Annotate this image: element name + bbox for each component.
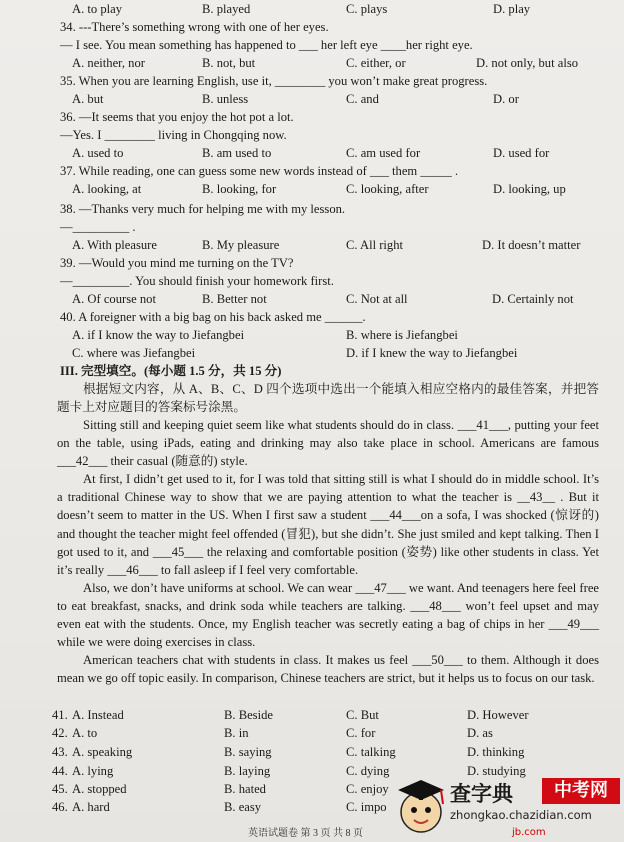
passage-paragraph-2: At first, I didn’t get used to it, for I was told that sitting still is what I should do in middle school. It’s a traditional Chinese way to show that we are paying attention to what the teacher is __43__ . But it doesn’t seem to matter in the US. When I first saw a student ___44___on a sofa, I was shocked (惊讶的) and thought the teacher might feel offended (冒犯), but she didn’t. She just smiled and kept talking. Then I got used to it, and ___45___ the relaxing and comfortable position (姿势) like other students in class. Yet it’s really ___46___ to fall asleep if I feel very comfortable. bbox=[57, 472, 599, 577]
option-d: D. thinking bbox=[467, 745, 525, 759]
q36-stem: 36. —It seems that you enjoy the hot pot a lot. bbox=[60, 110, 294, 124]
passage-paragraph-4: American teachers chat with students in class. It makes us feel ___50___ to them. Although it does mean we go off topic easily. In comparison, Chinese teachers are strict, but it helps us to focus on our task. bbox=[57, 653, 599, 686]
passage-paragraph-1: Sitting still and keeping quiet seem like what students should do in class. ___41___, putting your feet on the table, using iPads, eating and drinking may also take place in school. Americans are famous ___42___ their casual (随意的) style. bbox=[57, 418, 599, 469]
option-d: D. or bbox=[493, 92, 519, 106]
question-number: 45. bbox=[52, 782, 68, 796]
q34-stem-2: — I see. You mean something has happened to ___ her left eye ____her right eye. bbox=[60, 38, 473, 52]
section-title: III. 完型填空。(每小题 1.5 分，共 15 分) bbox=[60, 364, 282, 378]
option-d: D. Certainly not bbox=[492, 292, 574, 306]
option-a: A. With pleasure bbox=[72, 238, 157, 252]
q39-stem: 39. —Would you mind me turning on the TV? bbox=[60, 256, 294, 270]
q37-stem: 37. While reading, one can guess some new words instead of ___ them _____ . bbox=[60, 164, 459, 178]
watermark-url: zhongkao.chazidian.com bbox=[450, 808, 592, 822]
option-a: A. speaking bbox=[72, 745, 133, 759]
q34-stem: 34. ---There’s something wrong with one of her eyes. bbox=[60, 20, 329, 34]
option-c: C. All right bbox=[346, 238, 404, 252]
passage bbox=[57, 416, 599, 687]
option-b: B. where is Jiefangbei bbox=[346, 328, 458, 342]
option-d: D. It doesn’t matter bbox=[482, 238, 581, 252]
option-a: A. used to bbox=[72, 146, 124, 160]
option-a: A. hard bbox=[72, 800, 110, 814]
q37-options bbox=[0, 180, 624, 198]
option-a: A. to bbox=[72, 726, 98, 740]
option-a: A. looking, at bbox=[72, 182, 142, 196]
q38-stem: 38. —Thanks very much for helping me with my lesson. bbox=[60, 202, 346, 216]
option-c: C. But bbox=[346, 708, 379, 722]
answer-row bbox=[0, 706, 624, 724]
option-c: C. impo bbox=[346, 800, 387, 814]
option-b: B. played bbox=[202, 2, 251, 16]
option-b: B. saying bbox=[224, 745, 272, 759]
q34-options bbox=[0, 54, 624, 72]
option-c: C. and bbox=[346, 92, 379, 106]
question-number: 46. bbox=[52, 800, 68, 814]
option-b: B. not, but bbox=[202, 56, 256, 70]
option-b: B. unless bbox=[202, 92, 249, 106]
q40-options-1 bbox=[0, 326, 624, 344]
option-d: D. studying bbox=[467, 764, 526, 778]
q40-stem: 40. A foreigner with a big bag on his back asked me ______. bbox=[60, 310, 366, 324]
page-footer: 英语试题卷 第 3 页 共 8 页 bbox=[248, 828, 363, 839]
option-b: B. am used to bbox=[202, 146, 272, 160]
option-c: C. for bbox=[346, 726, 376, 740]
q40-options-2 bbox=[0, 344, 624, 362]
option-a: A. but bbox=[72, 92, 104, 106]
question-number: 41. bbox=[52, 708, 68, 722]
option-a: A. Instead bbox=[72, 708, 124, 722]
option-a: A. Of course not bbox=[72, 292, 156, 306]
answer-row bbox=[0, 743, 624, 761]
question-number: 44. bbox=[52, 764, 68, 778]
q38-options bbox=[0, 236, 624, 254]
q39-stem-2: —_________. You should finish your homework first. bbox=[60, 274, 334, 288]
option-c: C. am used for bbox=[346, 146, 421, 160]
passage-paragraph-3: Also, we don’t have uniforms at school. We can wear ___47___ we want. And teenagers here feel free to eat breakfast, snacks, and drink soda while teachers are talking. ___48___ won’t feel upset and may even eat with the students. Once, my English teacher was secretly eating a bag of chips in her ___49___ while we were doing exercises in class. bbox=[57, 580, 599, 650]
option-c: C. looking, after bbox=[346, 182, 429, 196]
option-b: B. hated bbox=[224, 782, 266, 796]
watermark-logo bbox=[392, 772, 624, 842]
option-b: B. laying bbox=[224, 764, 271, 778]
q39-options bbox=[0, 290, 624, 308]
q33-options bbox=[0, 0, 624, 18]
graduate-mascot-icon bbox=[394, 776, 448, 838]
option-a: A. if I know the way to Jiefangbei bbox=[72, 328, 245, 342]
option-d: D. if I knew the way to Jiefangbei bbox=[346, 346, 518, 360]
option-d: D. looking, up bbox=[493, 182, 566, 196]
option-d: D. as bbox=[467, 726, 493, 740]
option-c: C. enjoy bbox=[346, 782, 389, 796]
question-number: 42. bbox=[52, 726, 68, 740]
watermark-sub: jb.com bbox=[512, 827, 546, 838]
option-b: B. Better not bbox=[202, 292, 267, 306]
option-b: B. in bbox=[224, 726, 249, 740]
option-c: C. where was Jiefangbei bbox=[72, 346, 196, 360]
option-c: C. either, or bbox=[346, 56, 406, 70]
option-b: B. easy bbox=[224, 800, 262, 814]
option-d: D. used for bbox=[493, 146, 550, 160]
watermark-brand: 查字典 bbox=[450, 782, 513, 806]
option-a: A. neither, nor bbox=[72, 56, 145, 70]
q36-options bbox=[0, 144, 624, 162]
q35-stem: 35. When you are learning English, use it, ________ you won’t make great progress. bbox=[60, 74, 488, 88]
option-a: A. stopped bbox=[72, 782, 127, 796]
option-b: B. Beside bbox=[224, 708, 273, 722]
section-instruction bbox=[57, 380, 599, 416]
instruction-text: 根据短文内容，从 A、B、C、D 四个选项中选出一个能填入相应空格内的最佳答案，并把答题卡上对应题目的答案标号涂黑。 bbox=[57, 382, 599, 415]
q38-stem-2: —_________ . bbox=[60, 220, 136, 234]
question-number: 43. bbox=[52, 745, 68, 759]
option-a: A. lying bbox=[72, 764, 114, 778]
option-d: D. play bbox=[493, 2, 531, 16]
option-d: D. not only, but also bbox=[476, 56, 579, 70]
option-c: C. Not at all bbox=[346, 292, 408, 306]
q36-stem-2: —Yes. I ________ living in Chongqing now. bbox=[60, 128, 287, 142]
option-a: A. to play bbox=[72, 2, 123, 16]
option-c: C. talking bbox=[346, 745, 396, 759]
answer-row bbox=[0, 724, 624, 742]
option-d: D. However bbox=[467, 708, 529, 722]
watermark-tag: 中考网 bbox=[542, 778, 620, 804]
option-c: C. dying bbox=[346, 764, 390, 778]
option-b: B. My pleasure bbox=[202, 238, 280, 252]
option-c: C. plays bbox=[346, 2, 388, 16]
option-b: B. looking, for bbox=[202, 182, 277, 196]
q35-options bbox=[0, 90, 624, 108]
